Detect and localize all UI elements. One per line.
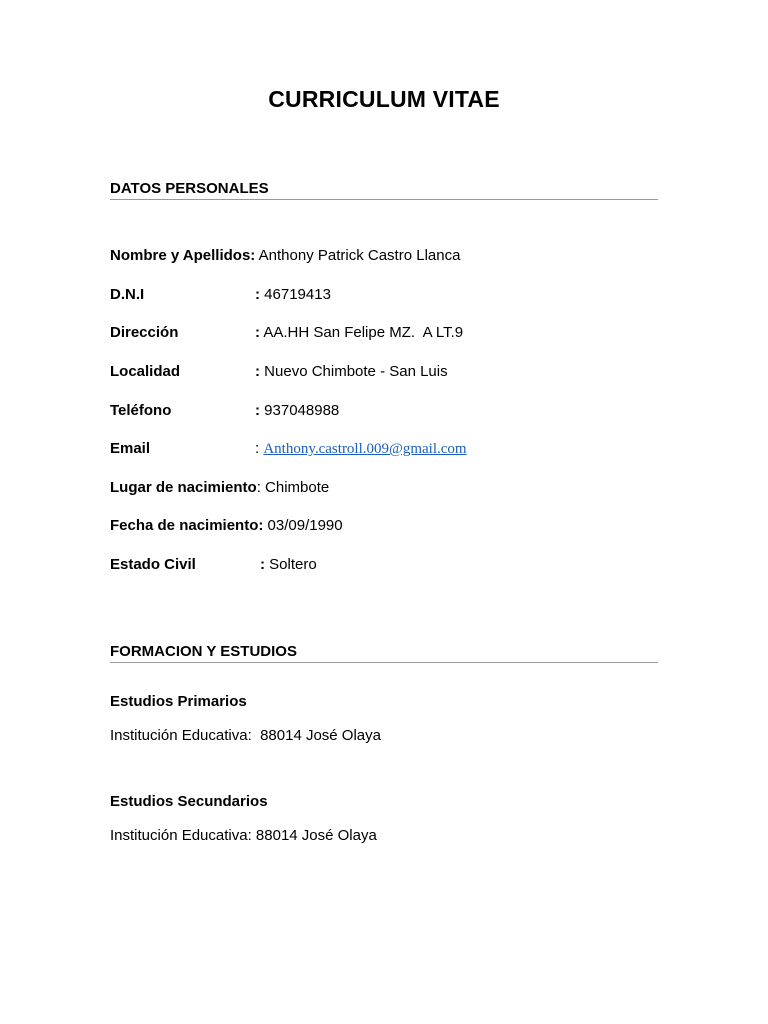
- field-phone-label: Teléfono: [110, 402, 172, 419]
- field-birthdate-value: 03/09/1990: [267, 517, 343, 534]
- field-birthdate-label: Fecha de nacimiento:: [110, 517, 264, 534]
- field-locality: [255, 363, 448, 381]
- field-dni-value: 46719413: [264, 286, 331, 303]
- field-locality-value: Nuevo Chimbote - San Luis: [264, 363, 448, 380]
- secondary-studies-heading: Estudios Secundarios: [110, 793, 268, 810]
- secondary-studies-text: Institución Educativa: 88014 José Olaya: [110, 827, 377, 844]
- colon: :: [255, 363, 260, 380]
- field-address-value: AA.HH San Felipe MZ. A LT.9: [263, 324, 464, 341]
- field-address-label: Dirección: [110, 324, 179, 341]
- field-locality-label: Localidad: [110, 363, 181, 380]
- field-civil: [260, 556, 317, 574]
- colon: :: [255, 440, 260, 457]
- colon: :: [256, 479, 261, 496]
- field-name-value: Anthony Patrick Castro Llanca: [258, 247, 461, 264]
- colon: :: [255, 286, 260, 303]
- field-dni: [255, 286, 331, 304]
- colon: :: [255, 324, 260, 341]
- field-name-label: Nombre y Apellidos:: [110, 247, 256, 264]
- field-dni-label: D.N.I: [110, 286, 145, 303]
- field-civil-value: Soltero: [269, 556, 317, 573]
- field-address: [255, 324, 463, 342]
- colon: :: [255, 402, 260, 419]
- field-birthplace: [110, 479, 329, 497]
- field-civil-label: Estado Civil: [110, 556, 196, 573]
- field-email-label: Email: [110, 440, 151, 457]
- section-heading-education: FORMACION Y ESTUDIOS: [110, 643, 658, 663]
- section-heading-personal: DATOS PERSONALES: [110, 180, 658, 200]
- field-email: [255, 440, 467, 458]
- field-name: [110, 247, 460, 265]
- primary-studies-text: Institución Educativa: 88014 José Olaya: [110, 727, 381, 744]
- field-phone: [255, 402, 339, 420]
- field-birthplace-value: Chimbote: [265, 479, 330, 496]
- colon: :: [260, 556, 265, 573]
- field-birthplace-label: Lugar de nacimiento: [110, 479, 257, 496]
- field-birthdate: [110, 517, 343, 535]
- primary-studies-heading: Estudios Primarios: [110, 693, 247, 710]
- email-link[interactable]: Anthony.castroll.009@gmail.com: [263, 441, 467, 457]
- field-phone-value: 937048988: [264, 402, 340, 419]
- document-title: CURRICULUM VITAE: [268, 86, 500, 112]
